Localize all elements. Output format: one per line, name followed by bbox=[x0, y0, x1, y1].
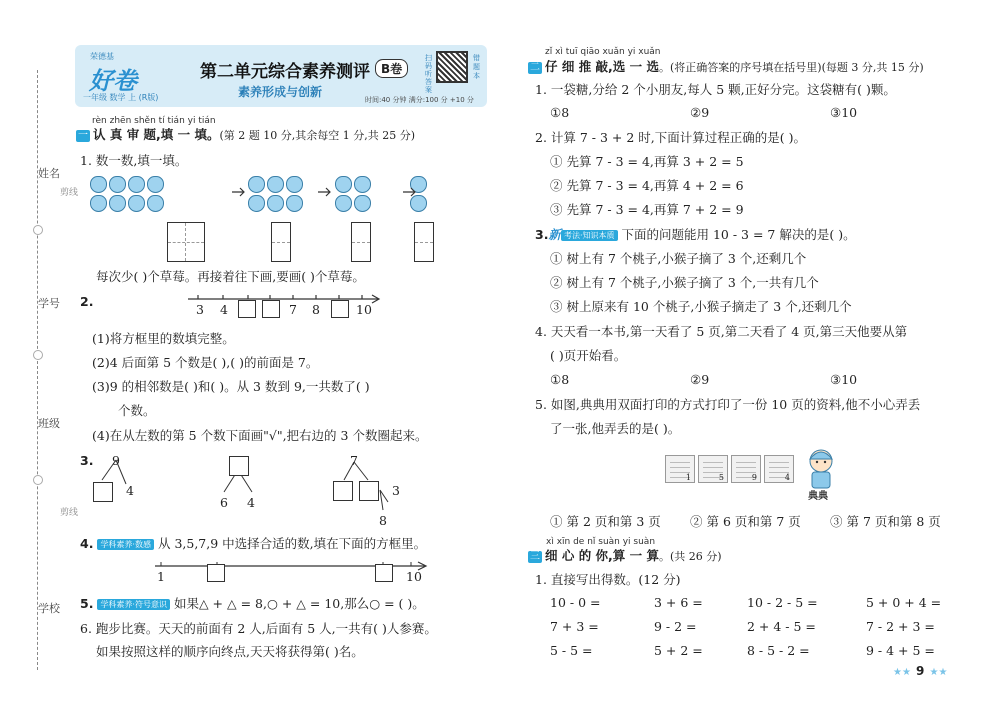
bond-num: 6 bbox=[220, 495, 228, 510]
answer-box[interactable] bbox=[238, 300, 256, 318]
s2-q3: 3.新 考法·知识本质 下面的问题能用 10 - 3 = 7 解决的是( )。 bbox=[535, 227, 856, 242]
q4-text: 4. 学科素养·数感 从 3,5,7,9 中选择合适的数,填在下面的方框里。 bbox=[80, 536, 427, 551]
option[interactable]: ① 第 2 页和第 3 页 bbox=[550, 514, 661, 529]
s2-q5: 5. 如图,典典用双面打印的方式打印了一份 10 页的资料,他不小心弄丢 bbox=[535, 397, 921, 412]
bond-num: 3 bbox=[392, 483, 400, 498]
id-label: 学号 bbox=[38, 297, 60, 310]
answer-box[interactable] bbox=[93, 482, 113, 502]
s2-q5b: 了一张,他弄丢的是( )。 bbox=[550, 421, 681, 436]
brand-label: 荣德基 bbox=[90, 52, 114, 61]
strawberry-icon bbox=[90, 176, 107, 193]
nl-label: 10 bbox=[356, 302, 372, 317]
boy-name: 典典 bbox=[808, 491, 828, 502]
qr-label: 扫码听答案 bbox=[425, 54, 432, 94]
answer-box[interactable] bbox=[331, 300, 349, 318]
sec2-pinyin: zǐ xì tuī qiāo xuǎn yi xuǎn bbox=[545, 47, 661, 57]
nl2-label: 10 bbox=[406, 569, 422, 584]
boy-illustration-icon bbox=[801, 445, 841, 489]
option[interactable]: ② 第 6 页和第 7 页 bbox=[690, 514, 801, 529]
option[interactable]: ② 先算 7 - 3 = 4,再算 4 + 2 = 6 bbox=[550, 178, 744, 193]
class-label: 班级 bbox=[38, 417, 60, 430]
page-footer bbox=[893, 660, 947, 679]
option[interactable]: ②9 bbox=[690, 105, 710, 120]
q1-answer-line: 每次少( )个草莓。再接着往下画,要画( )个草莓。 bbox=[96, 269, 365, 284]
answer-box[interactable] bbox=[359, 481, 379, 501]
page-image: 9 bbox=[731, 455, 761, 483]
s2-q4: 4. 天天看一本书,第一天看了 5 页,第二天看了 4 页,第三天他要从第 bbox=[535, 324, 908, 339]
option[interactable]: ③10 bbox=[830, 372, 858, 387]
grade-label: 一年级 数学 上 (R版) bbox=[83, 93, 159, 102]
name-label: 姓名 bbox=[38, 167, 60, 180]
s2-q1: 1. 一袋糖,分给 2 个小朋友,每人 5 颗,正好分完。这袋糖有( )颗。 bbox=[535, 82, 896, 97]
nl-label: 7 bbox=[289, 302, 297, 317]
strawberry-icon bbox=[90, 195, 107, 212]
s3-q1: 1. 直接写出得数。(12 分) bbox=[535, 572, 681, 587]
option[interactable]: ①8 bbox=[550, 372, 570, 387]
strawberry-icon bbox=[147, 195, 164, 212]
option[interactable]: ③10 bbox=[830, 105, 858, 120]
page-subtitle: 素养形成与创新 bbox=[238, 85, 323, 99]
calc-item[interactable]: 10 - 0 = bbox=[550, 595, 601, 610]
sec2-heading: 二 仔 细 推 敲,选 一 选。(将正确答案的序号填在括号里)(每题 3 分,共 15 分) bbox=[530, 59, 924, 74]
hole-mark bbox=[33, 475, 43, 485]
s2-q4b: ( )页开始看。 bbox=[550, 348, 627, 363]
sec3-heading: 三 细 心 的 你,算 一 算。(共 26 分) bbox=[530, 548, 722, 563]
bond-num: 9 bbox=[112, 453, 120, 468]
page-image: 4 bbox=[764, 455, 794, 483]
hole-mark bbox=[33, 350, 43, 360]
version-badge: B卷 bbox=[375, 59, 408, 78]
draw-box[interactable] bbox=[351, 222, 371, 262]
calc-item[interactable]: 7 - 2 + 3 = bbox=[866, 619, 935, 634]
page-title: 第二单元综合素养测评 bbox=[200, 62, 370, 82]
nl-label: 3 bbox=[196, 302, 204, 317]
q2-3: (3)9 的相邻数是( )和( )。从 3 数到 9,一共数了( ) bbox=[92, 379, 370, 394]
calc-item[interactable]: 5 + 2 = bbox=[654, 643, 703, 658]
page-image: 5 bbox=[698, 455, 728, 483]
strawberry-icon bbox=[147, 176, 164, 193]
sec1-heading: 一 认 真 审 题,填 一 填。(第 2 题 10 分,其余每空 1 分,共 25 分) bbox=[78, 127, 416, 142]
q2-num: 2. bbox=[80, 294, 94, 309]
star-icon: ★★ bbox=[893, 667, 911, 678]
option[interactable]: ③ 先算 7 - 3 = 4,再算 7 + 2 = 9 bbox=[550, 202, 744, 217]
cut-line bbox=[37, 70, 38, 670]
option[interactable]: ① 树上有 7 个桃子,小猴子摘了 3 个,还剩几个 bbox=[550, 251, 807, 266]
q2-4: (4)在从左数的第 5 个数下面画"√",把右边的 3 个数圈起来。 bbox=[92, 428, 428, 443]
hole-mark bbox=[33, 225, 43, 235]
q6-text-2: 如果按照这样的顺序向终点,天天将获得第( )名。 bbox=[96, 644, 364, 659]
option[interactable]: ③ 第 7 页和第 8 页 bbox=[830, 514, 941, 529]
calc-item[interactable]: 8 - 5 - 2 = bbox=[747, 643, 810, 658]
calc-item[interactable]: 9 - 2 = bbox=[654, 619, 697, 634]
test-header bbox=[75, 45, 487, 107]
q2-3b: 个数。 bbox=[118, 403, 156, 418]
q1-text: 1. 数一数,填一填。 bbox=[80, 153, 188, 168]
option[interactable]: ③ 树上原来有 10 个桃子,小猴子摘走了 3 个,还剩几个 bbox=[550, 299, 852, 314]
calc-item[interactable]: 2 + 4 - 5 = bbox=[747, 619, 816, 634]
brand-logo: 好卷 bbox=[89, 67, 137, 95]
page-number: 9 bbox=[916, 664, 925, 678]
sec1-pinyin: rèn zhēn shěn tí tián yi tián bbox=[92, 116, 216, 126]
bond-num: 4 bbox=[126, 483, 134, 498]
qr-code-icon[interactable] bbox=[436, 51, 468, 83]
nl2-label: 1 bbox=[157, 569, 165, 584]
strawberry-icon bbox=[109, 195, 126, 212]
page-image: 1 bbox=[665, 455, 695, 483]
bond-num: 7 bbox=[350, 453, 358, 468]
cut-label: 剪线 bbox=[60, 508, 79, 518]
answer-box[interactable] bbox=[229, 456, 249, 476]
bond-num: 4 bbox=[247, 495, 255, 510]
draw-box[interactable] bbox=[167, 222, 205, 262]
s2-q2: 2. 计算 7 - 3 + 2 时,下面计算过程正确的是( )。 bbox=[535, 130, 806, 145]
star-icon: ★★ bbox=[929, 667, 948, 678]
number-line-2 bbox=[155, 560, 435, 574]
option[interactable]: ② 树上有 7 个桃子,小猴子摘了 3 个,一共有几个 bbox=[550, 275, 819, 290]
option[interactable]: ①8 bbox=[550, 105, 570, 120]
calc-item[interactable]: 5 - 5 = bbox=[550, 643, 593, 658]
calc-item[interactable]: 5 + 0 + 4 = bbox=[866, 595, 942, 610]
sec3-pinyin: xì xīn de nǐ suàn yi suàn bbox=[546, 537, 656, 547]
strawberry-icon bbox=[128, 195, 145, 212]
q3-num: 3. bbox=[80, 453, 94, 468]
q2-1: (1)将方框里的数填完整。 bbox=[92, 331, 235, 346]
cut-label: 剪线 bbox=[60, 188, 79, 198]
answer-box[interactable] bbox=[207, 564, 225, 582]
calc-item[interactable]: 10 - 2 - 5 = bbox=[747, 595, 818, 610]
q6-text: 6. 跑步比赛。天天的前面有 2 人,后面有 5 人,一共有( )人参赛。 bbox=[80, 621, 437, 636]
q5-text: 5. 学科素养·符号意识 如果△ + △ = 8,○ + △ = 10,那么○ = ( )。 bbox=[80, 596, 425, 611]
arrows bbox=[230, 182, 440, 202]
strawberry-icon bbox=[109, 176, 126, 193]
school-label: 学校 bbox=[38, 602, 60, 615]
answer-box[interactable] bbox=[262, 300, 280, 318]
option[interactable]: ②9 bbox=[690, 372, 710, 387]
draw-box[interactable] bbox=[271, 222, 291, 262]
option[interactable]: ① 先算 7 - 3 = 4,再算 3 + 2 = 5 bbox=[550, 154, 744, 169]
bond-num: 8 bbox=[379, 513, 387, 528]
calc-item[interactable]: 7 + 3 = bbox=[550, 619, 599, 634]
nl-label: 8 bbox=[312, 302, 320, 317]
nl-label: 4 bbox=[220, 302, 228, 317]
strawberry-icon bbox=[128, 176, 145, 193]
q2-2: (2)4 后面第 5 个数是( ),( )的前面是 7。 bbox=[92, 355, 319, 370]
calc-item[interactable]: 3 + 6 = bbox=[654, 595, 703, 610]
draw-box[interactable] bbox=[414, 222, 434, 262]
answer-box[interactable] bbox=[333, 481, 353, 501]
calc-item[interactable]: 9 - 4 + 5 = bbox=[866, 643, 935, 658]
wrong-book-label: 错题本 bbox=[473, 54, 480, 80]
answer-box[interactable] bbox=[375, 564, 393, 582]
time-score: 时间:40 分钟 满分:100 分 +10 分 bbox=[365, 96, 474, 104]
